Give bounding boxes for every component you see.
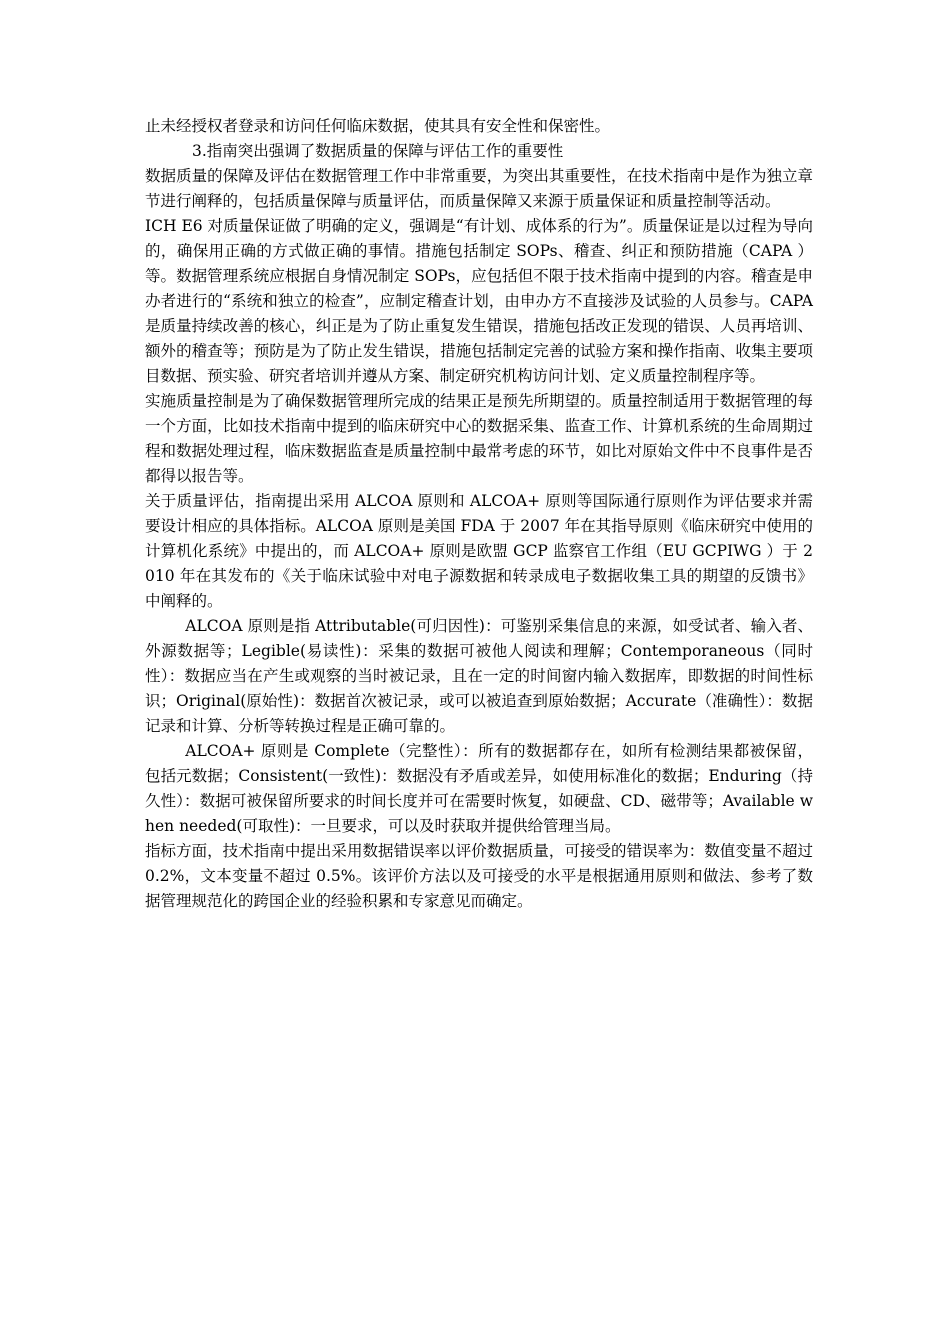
paragraph-quality-control: 实施质量控制是为了确保数据管理所完成的结果正是预先所期望的。质量控制适用于数据管理的每一个方面，比如技术指南中提到的临床研究中心的数据采集、监查工作、计算机系统的生命周期过程和数据处理过程，临床数据监查是质量控制中最常考虑的环节，如比对原始文件中不良事件是否都得以报告等。 xyxy=(145,392,813,485)
paragraph-quality-evaluation: 关于质量评估，指南提出采用 ALCOA 原则和 ALCOA+ 原则等国际通行原则作为评估要求并需要设计相应的具体指标。ALCOA 原则是美国 FDA 于 2007 年在其指导原则《临床研究中使用的计算机化系统》中提出的，而 ALCOA+ 原则是欧盟 GCP 监察官工作组（EU GCPIWG ）于 2010 年在其发布的《关于临床试验中对电子源数据和转录成电子数据收集工具的期望的反馈书》中阐释的。 xyxy=(145,492,813,610)
paragraph-alcoa-plus: ALCOA+ 原则是 Complete（完整性）：所有的数据都存在，如所有检测结果都被保留，包括元数据；Consistent(一致性)：数据没有矛盾或差异，如使用标准化的数据；Enduring（持久性）：数据可被保留所要求的时间长度并可在需要时恢复，如硬盘、CD、磁带等；Available when needed(可取性)：一旦要求，可以及时获取并提供给管理当局。 xyxy=(145,742,813,835)
paragraph-quality-assurance-intro: 数据质量的保障及评估在数据管理工作中非常重要，为突出其重要性，在技术指南中是作为独立章节进行阐释的，包括质量保障与质量评估，而质量保障又来源于质量保证和质量控制等活动。 xyxy=(145,167,813,210)
section-heading-3: 3.指南突出强调了数据质量的保障与评估工作的重要性 xyxy=(192,142,564,160)
document-page xyxy=(145,114,813,914)
paragraph-ich-e6: ICH E6 对质量保证做了明确的定义，强调是“有计划、成体系的行为”。质量保证是以过程为导向的，确保用正确的方式做正确的事情。措施包括制定 SOPs、稽查、纠正和预防措施（CAPA ）等。数据管理系统应根据自身情况制定 SOPs，应包括但不限于技术指南中提到的内容。稽查是申办者进行的“系统和独立的检查”，应制定稽查计划，由申办方不直接涉及试验的人员参与。CAPA 是质量持续改善的核心，纠正是为了防止重复发生错误，措施包括改正发现的错误、人员再培训、额外的稽查等；预防是为了防止发生错误，措施包括制定完善的试验方案和操作指南、收集主要项目数据、预实验、研究者培训并遵从方案、制定研究机构访问计划、定义质量控制程序等。 xyxy=(145,217,813,385)
paragraph-alcoa: ALCOA 原则是指 Attributable(可归因性)：可鉴别采集信息的来源，如受试者、输入者、外源数据等；Legible(易读性)：采集的数据可被他人阅读和理解；Contemporaneous（同时性）：数据应当在产生或观察的当时被记录，且在一定的时间窗内输入数据库，即数据的时间性标识；Original(原始性)：数据首次被记录，或可以被追查到原始数据；Accurate（准确性）：数据记录和计算、分析等转换过程是正确可靠的。 xyxy=(145,617,813,735)
paragraph-error-rate: 指标方面，技术指南中提出采用数据错误率以评价数据质量，可接受的错误率为：数值变量不超过 0.2%，文本变量不超过 0.5%。该评价方法以及可接受的水平是根据通用原则和做法、参考了数据管理规范化的跨国企业的经验积累和专家意见而确定。 xyxy=(145,842,813,910)
paragraph-1: 止未经授权者登录和访问任何临床数据，使其具有安全性和保密性。 xyxy=(145,117,611,135)
